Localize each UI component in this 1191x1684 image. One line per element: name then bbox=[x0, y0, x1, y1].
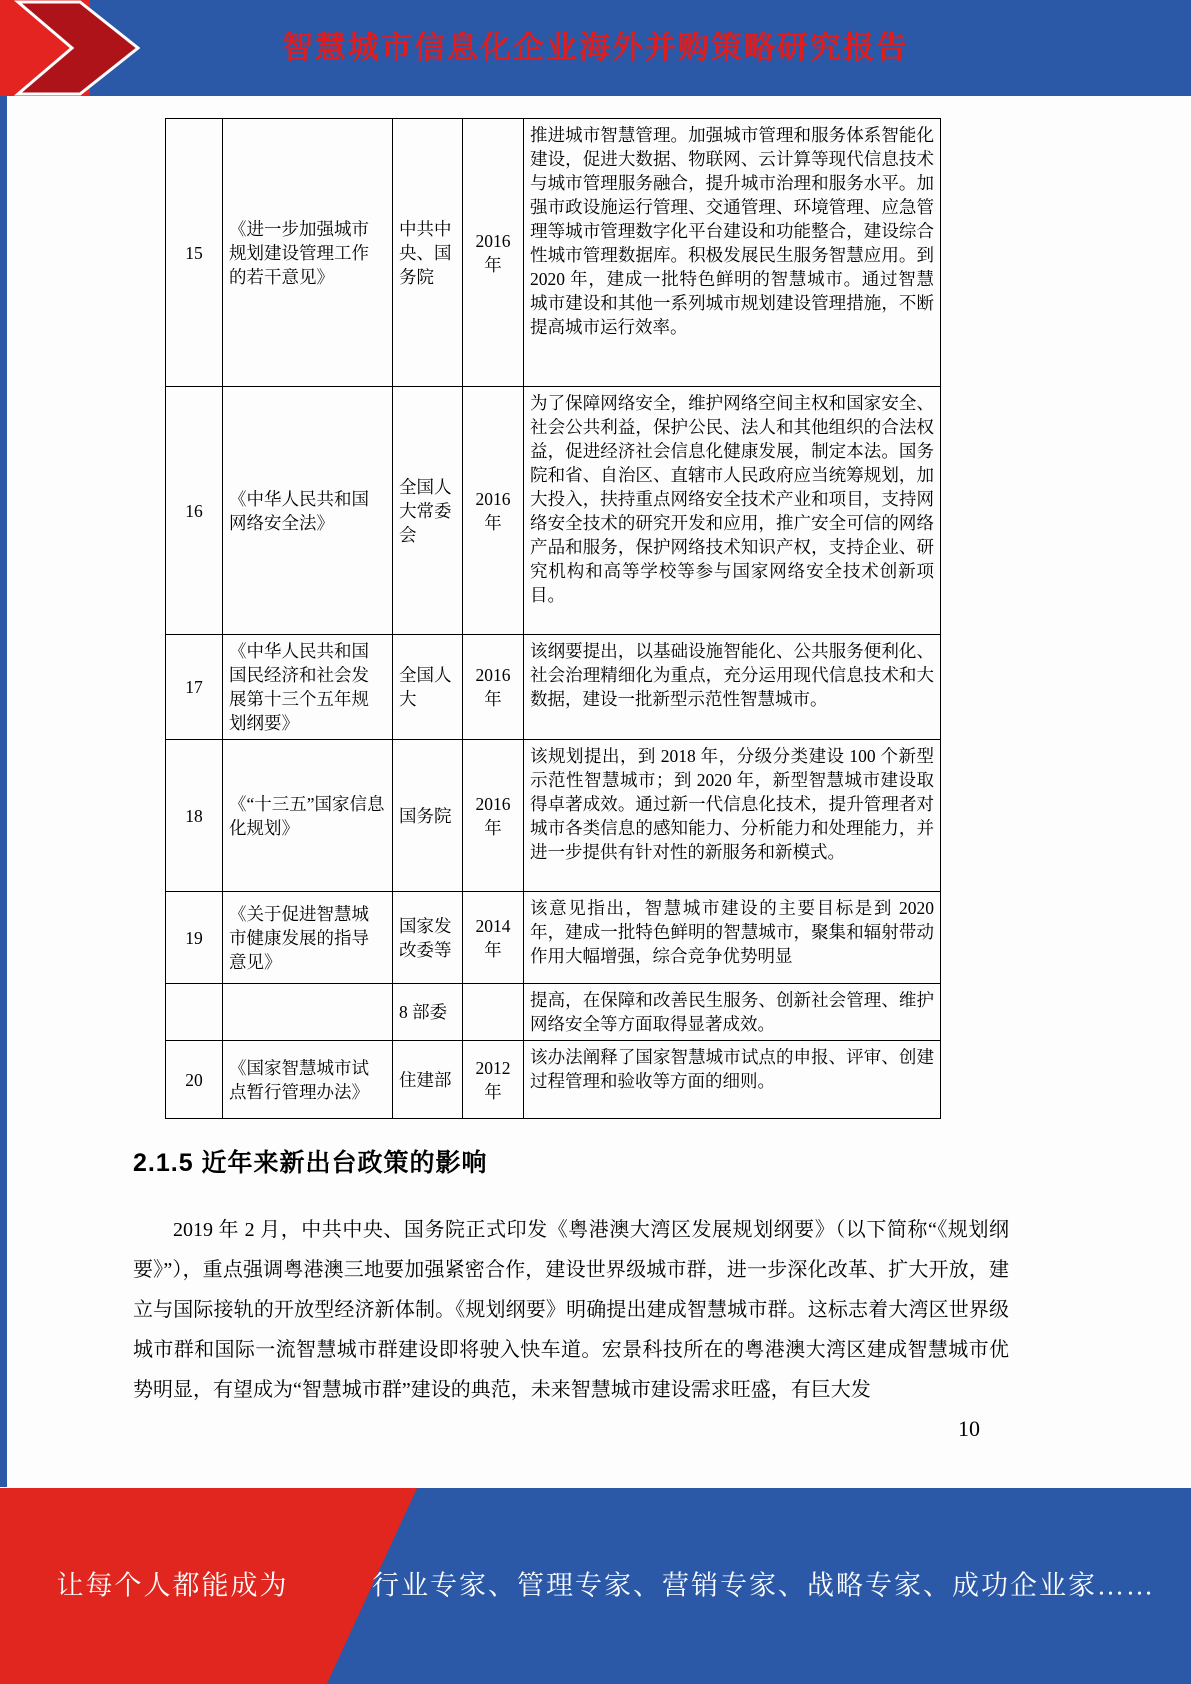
policy-description: 推进城市智慧管理。加强城市管理和服务体系智能化建设，促进大数据、物联网、云计算等现代信息技术与城市管理服务融合，提升城市治理和服务水平。加强市政设施运行管理、交通管理、环境管理、应急管理等城市管理数字化平台建设和功能整合，建设综合性城市管理数据库。积极发展民生服务智慧应用。到 2020 年，建成一批特色鲜明的智慧城市。通过智慧城市建设和其他一系列城市规划建设管理措施，不断提高城市运行效率。 bbox=[524, 119, 941, 387]
left-edge-strip bbox=[0, 96, 7, 1487]
table-row bbox=[166, 387, 941, 635]
policy-issuer: 国务院 bbox=[393, 740, 463, 892]
footer-banner bbox=[0, 1488, 1191, 1684]
report-title: 智慧城市信息化企业海外并购策略研究报告 bbox=[282, 30, 909, 65]
body-paragraph: 2019 年 2 月，中共中央、国务院正式印发《粤港澳大湾区发展规划纲要》（以下简称“《规划纲要》”），重点强调粤港澳三地要加强紧密合作，建设世界级城市群，进一步深化改革、扩大开放，建立与国际接轨的开放型经济新体制。《规划纲要》明确提出建成智慧城市群。这标志着大湾区世界级城市群和国际一流智慧城市群建设即将驶入快车道。宏景科技所在的粤港澳大湾区建成智慧城市优势明显，有望成为“智慧城市群”建设的典范，未来智慧城市建设需求旺盛，有巨大发 bbox=[133, 1219, 1009, 1401]
policy-year: 2016 年 bbox=[463, 635, 524, 740]
policy-name: 《进一步加强城市规划建设管理工作的若干意见》 bbox=[223, 119, 393, 387]
policy-name: 《“十三五”国家信息化规划》 bbox=[223, 740, 393, 892]
policy-name bbox=[223, 984, 393, 1041]
section-heading: 2.1.5 近年来新出台政策的影响 bbox=[133, 1149, 488, 1177]
row-number: 20 bbox=[166, 1041, 223, 1119]
policy-year: 2012 年 bbox=[463, 1041, 524, 1119]
policy-year: 2016 年 bbox=[463, 387, 524, 635]
policy-description: 该规划提出，到 2018 年，分级分类建设 100 个新型示范性智慧城市；到 2020 年，新型智慧城市建设取得卓著成效。通过新一代信息化技术，提升管理者对城市各类信息的感知能力、分析能力和处理能力，并进一步提供有针对性的新服务和新模式。 bbox=[524, 740, 941, 892]
policy-issuer: 国家发改委等 bbox=[393, 892, 463, 984]
page-number: 10 bbox=[958, 1416, 980, 1441]
policy-description: 提高，在保障和改善民生服务、创新社会管理、维护网络安全等方面取得显著成效。 bbox=[524, 984, 941, 1041]
policy-year: 2016 年 bbox=[463, 119, 524, 387]
policy-description: 该纲要提出，以基础设施智能化、公共服务便利化、社会治理精细化为重点，充分运用现代信息技术和大数据，建设一批新型示范性智慧城市。 bbox=[524, 635, 941, 740]
policy-issuer: 全国人大 bbox=[393, 635, 463, 740]
policy-year: 2016 年 bbox=[463, 740, 524, 892]
policy-description: 该意见指出，智慧城市建设的主要目标是到 2020 年，建成一批特色鲜明的智慧城市，聚集和辐射带动作用大幅增强，综合竞争优势明显 bbox=[524, 892, 941, 984]
table-row bbox=[166, 984, 941, 1041]
policy-description: 为了保障网络安全，维护网络空间主权和国家安全、社会公共利益，保护公民、法人和其他组织的合法权益，促进经济社会信息化健康发展，制定本法。国务院和省、自治区、直辖市人民政府应当统筹规划，加大投入，扶持重点网络安全技术产业和项目，支持网络安全技术的研究开发和应用，推广安全可信的网络产品和服务，保护网络技术知识产权，支持企业、研究机构和高等学校等参与国家网络安全技术创新项目。 bbox=[524, 387, 941, 635]
policy-name: 《关于促进智慧城市健康发展的指导意见》 bbox=[223, 892, 393, 984]
policy-year: 2014 年 bbox=[463, 892, 524, 984]
policy-issuer: 中共中央、国务院 bbox=[393, 119, 463, 387]
row-number: 19 bbox=[166, 892, 223, 984]
policy-name: 《中华人民共和国国民经济和社会发展第十三个五年规划纲要》 bbox=[223, 635, 393, 740]
row-number: 15 bbox=[166, 119, 223, 387]
policy-table bbox=[165, 118, 941, 1119]
row-number bbox=[166, 984, 223, 1041]
policy-name: 《国家智慧城市试点暂行管理办法》 bbox=[223, 1041, 393, 1119]
table-row bbox=[166, 1041, 941, 1119]
table-row bbox=[166, 119, 941, 387]
header-banner bbox=[0, 0, 1191, 96]
policy-issuer: 住建部 bbox=[393, 1041, 463, 1119]
policy-description: 该办法阐释了国家智慧城市试点的申报、评审、创建过程管理和验收等方面的细则。 bbox=[524, 1041, 941, 1119]
row-number: 18 bbox=[166, 740, 223, 892]
policy-issuer: 全国人大常委会 bbox=[393, 387, 463, 635]
policy-year bbox=[463, 984, 524, 1041]
footer-slogan-right: 行业专家、管理专家、营销专家、战略专家、成功企业家…… bbox=[372, 1570, 1155, 1601]
row-number: 17 bbox=[166, 635, 223, 740]
row-number: 16 bbox=[166, 387, 223, 635]
table-row bbox=[166, 740, 941, 892]
policy-issuer: 8 部委 bbox=[393, 984, 463, 1041]
table-row bbox=[166, 892, 941, 984]
table-row bbox=[166, 635, 941, 740]
policy-name: 《中华人民共和国网络安全法》 bbox=[223, 387, 393, 635]
footer-slogan-left: 让每个人都能成为 bbox=[56, 1570, 289, 1601]
